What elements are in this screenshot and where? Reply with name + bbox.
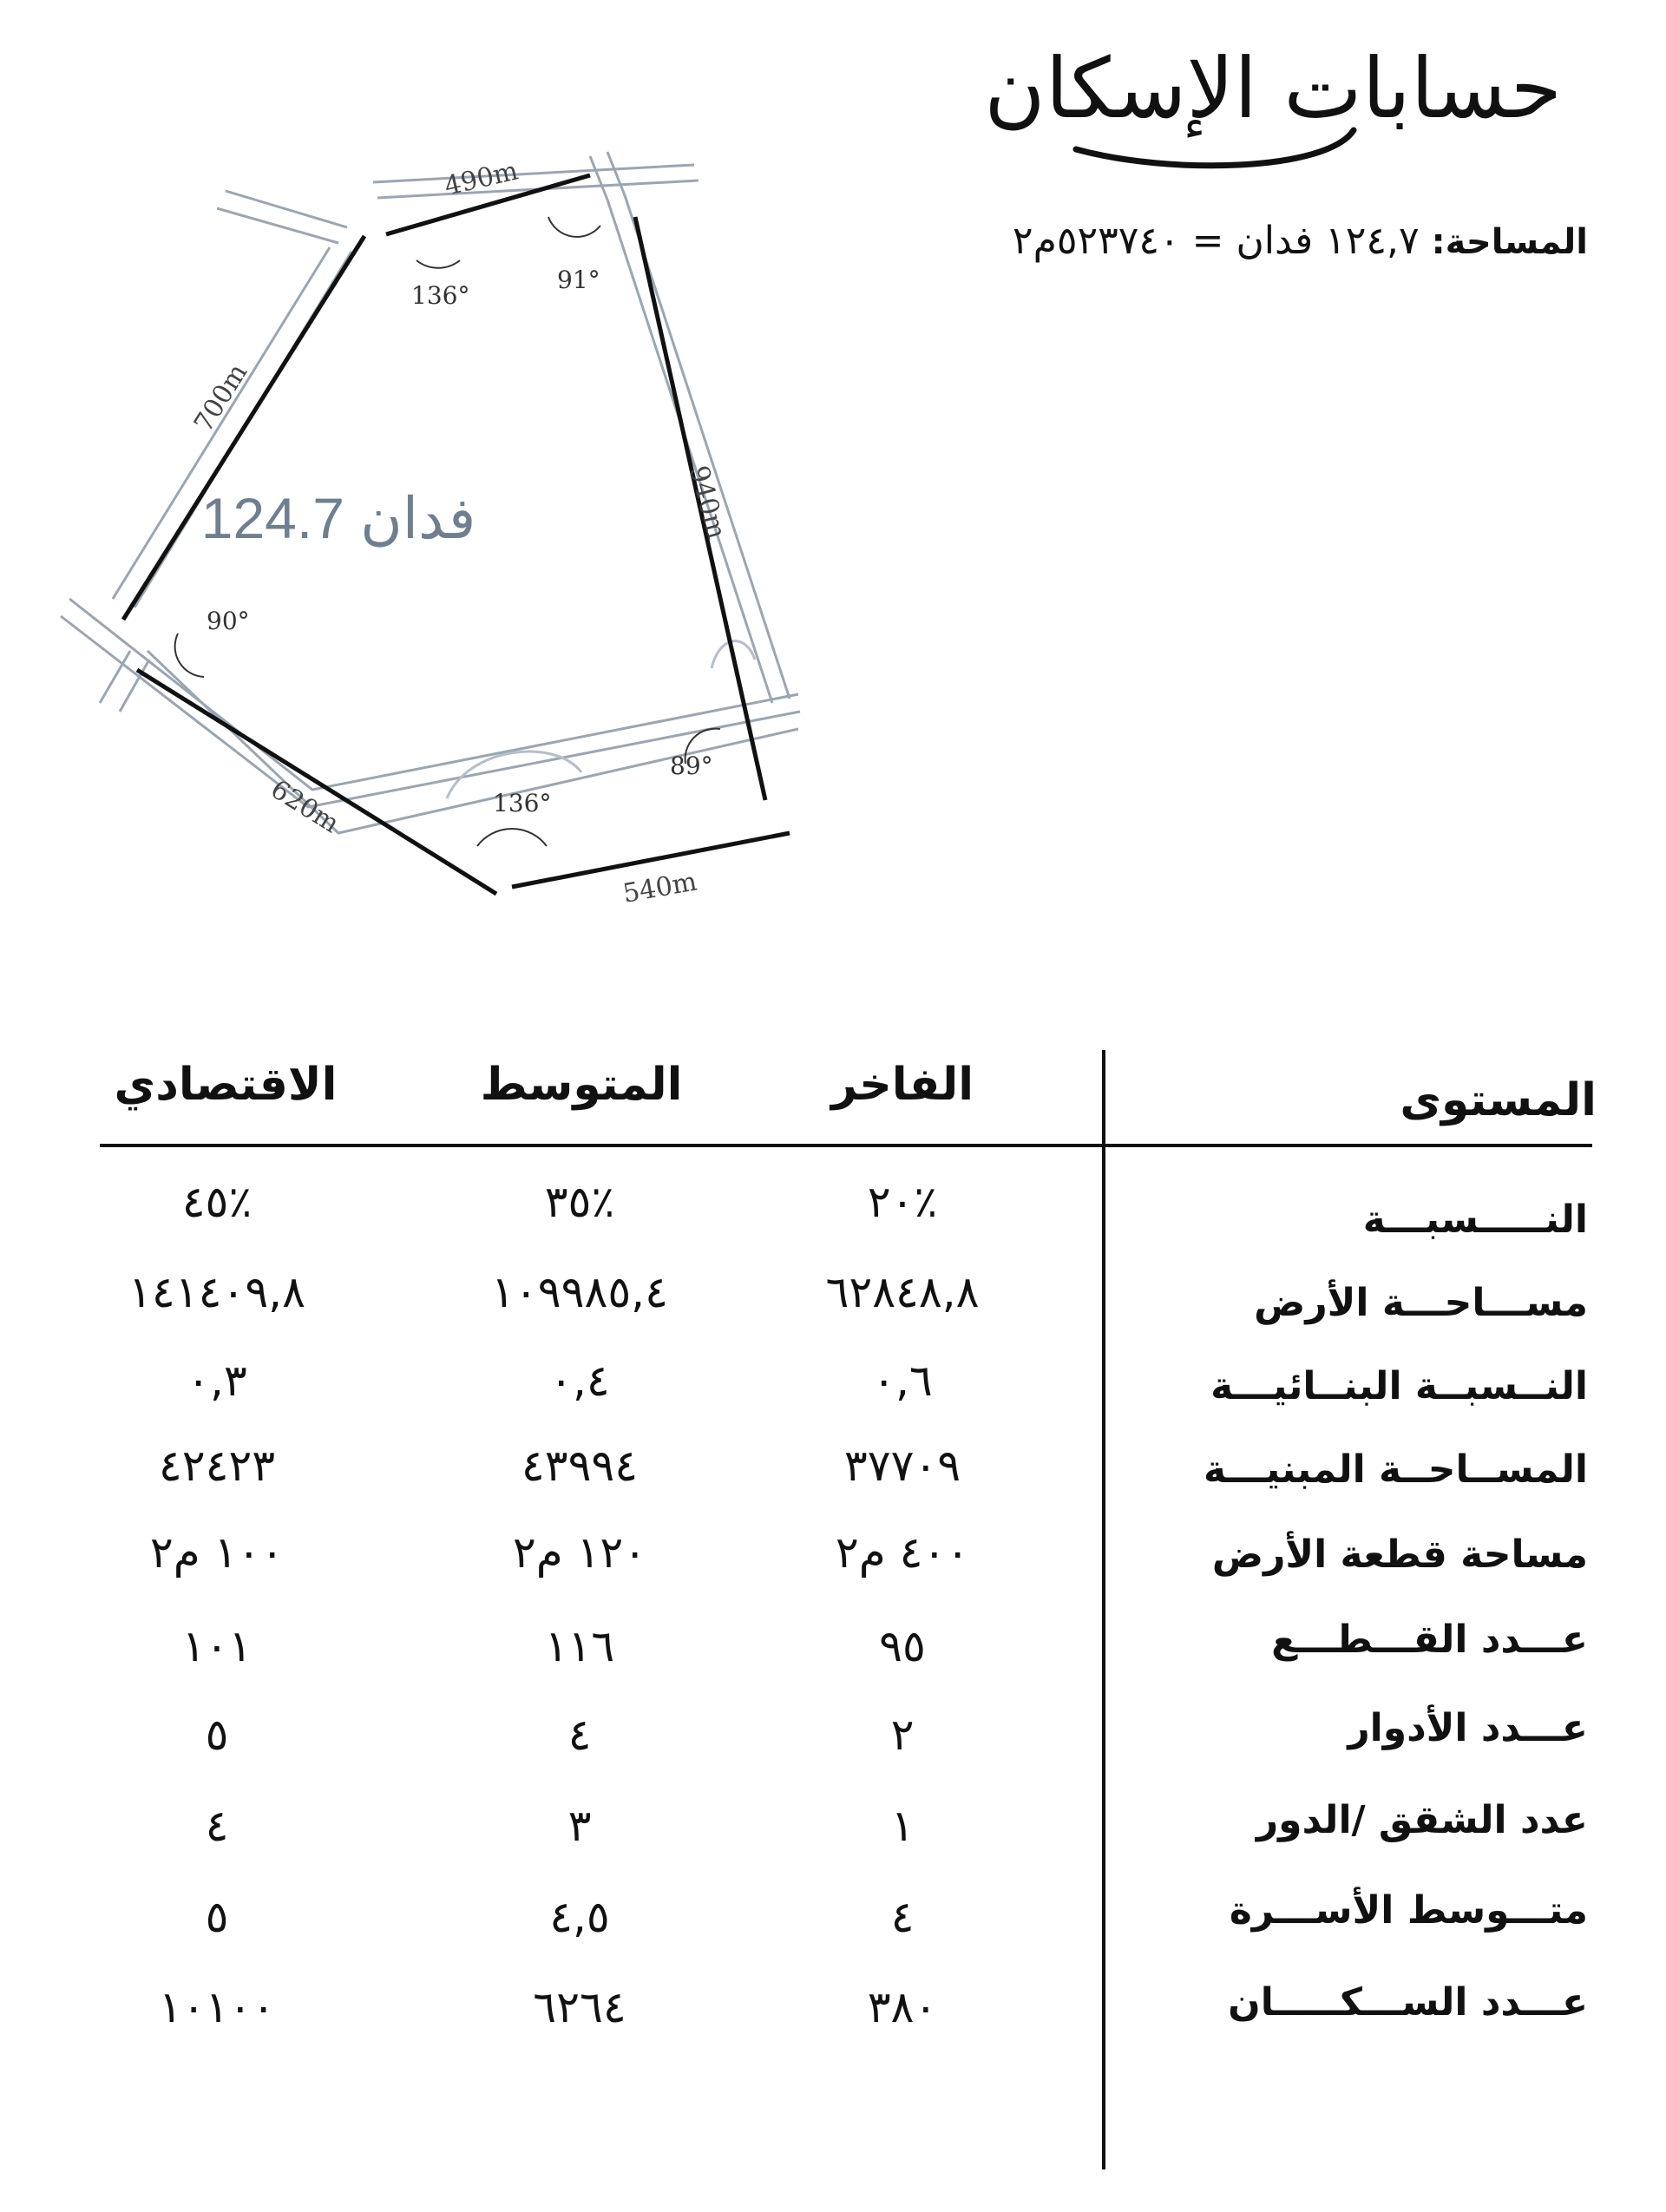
table-cell: ٪٣٥ (544, 1177, 615, 1227)
column-header-economic: الاقتصادي (114, 1059, 338, 1111)
page-title (868, 40, 1562, 182)
row-label: المســاحــة المبنيـــة (1203, 1447, 1588, 1492)
table-cell: ٤,٥ (549, 1892, 610, 1942)
angle-label-2: 91° (557, 266, 600, 294)
column-header-luxury: الفاخر (830, 1059, 974, 1111)
table-header-rule (100, 1144, 1592, 1147)
angle-label-5: 90° (207, 607, 250, 635)
table-cell: ١ (890, 1801, 915, 1851)
edge-label-490: 490m (441, 155, 521, 202)
table-cell: ٤٣٩٩٤ (521, 1441, 639, 1491)
table-cell: ٣٧٧٠٩ (843, 1441, 961, 1491)
table-cell: ٥ (205, 1710, 229, 1760)
site-plan-diagram (52, 148, 833, 929)
table-cell: ١٤١٤٠٩,٨ (128, 1267, 305, 1317)
edge-label-540: 540m (620, 866, 699, 909)
table-vertical-divider (1102, 1050, 1105, 2169)
row-label: عدد الشقق /الدور (1256, 1798, 1588, 1842)
table-cell: ١٠٩٩٨٥,٤ (491, 1267, 668, 1317)
row-label: مساحة قطعة الأرض (1211, 1533, 1588, 1577)
table-cell: ٪٤٥ (181, 1177, 253, 1227)
page-title-text: حسابات الإسكان (984, 40, 1562, 137)
table-cell: ٦٢٨٤٨,٨ (825, 1267, 980, 1317)
table-cell: ٢ (890, 1710, 915, 1760)
table-cell: ١٠١ (181, 1621, 253, 1671)
table-cell: ١٠١٠٠ (158, 1982, 276, 2032)
table-cell: ٪٢٠ (867, 1177, 938, 1227)
table-cell: ٣ (567, 1801, 592, 1851)
row-label: النـــــسبـــة (1362, 1198, 1588, 1242)
table-cell: ٤٠٠ م٢ (835, 1527, 970, 1578)
area-label: المساحة: (1431, 222, 1588, 262)
level-column-header: المستوى (1400, 1074, 1597, 1126)
angle-label-1: 136° (411, 281, 470, 310)
table-cell: ٠,٤ (549, 1355, 610, 1406)
table-cell: ٦٢٦٤ (533, 1982, 626, 2032)
area-summary (807, 219, 1588, 263)
table-cell: ٠,٦ (872, 1355, 933, 1406)
row-label: عـــدد القـــطـــع (1271, 1618, 1588, 1662)
table-cell: ٤٢٤٢٣ (158, 1441, 276, 1491)
table-cell: ٤ (890, 1892, 915, 1942)
edge-label-700: 700m (188, 358, 254, 438)
table-cell: ١١٦ (544, 1621, 615, 1671)
row-label: متـــوسط الأســـرة (1229, 1888, 1588, 1933)
edge-label-940: 940m (683, 463, 732, 542)
row-label: عـــدد الســـكـــــان (1228, 1980, 1588, 2025)
table-cell: ٤ (567, 1710, 592, 1760)
angle-label-4: 136° (493, 789, 552, 817)
angle-label-3: 89° (670, 752, 713, 780)
edge-label-620: 620m (265, 774, 345, 840)
row-label: عـــدد الأدوار (1348, 1706, 1588, 1750)
table-cell: ٠,٣ (187, 1355, 247, 1406)
table-cell: ٣٨٠ (867, 1982, 938, 2032)
column-header-medium: المتوسط (480, 1059, 683, 1111)
table-cell: ١٠٠ م٢ (149, 1527, 285, 1578)
table-cell: ٤ (205, 1801, 229, 1851)
table-cell: ٩٥ (879, 1621, 926, 1671)
row-label: النــسبــة البنــائيـــة (1210, 1364, 1588, 1408)
area-value: ١٢٤,٧ فدان = ٥٢٣٧٤٠م٢ (1012, 219, 1420, 263)
title-swash-decoration (1067, 123, 1362, 175)
row-label: مســـاحـــة الأرض (1254, 1281, 1588, 1325)
site-area-label: 124.7 فدان (200, 486, 476, 550)
table-cell: ٥ (205, 1892, 229, 1942)
table-cell: ١٢٠ م٢ (512, 1527, 647, 1578)
